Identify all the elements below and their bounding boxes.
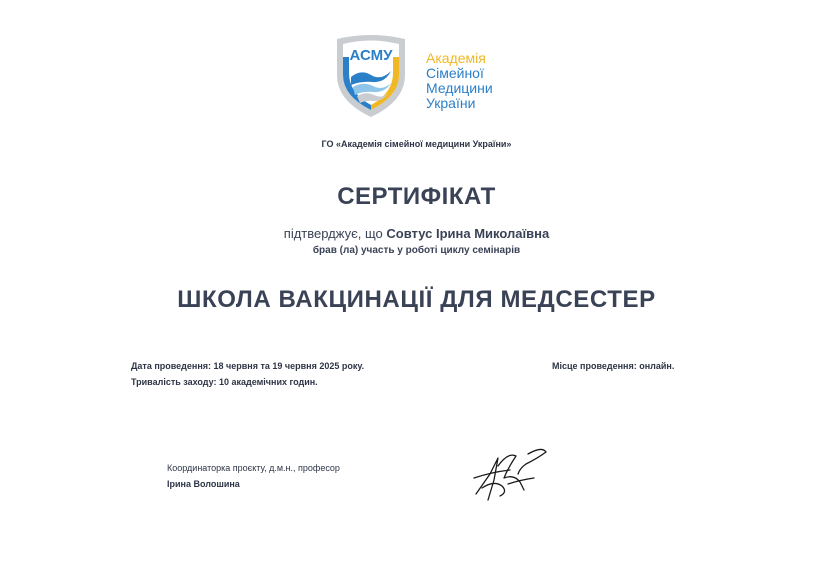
logo-line-2: Сімейної <box>426 65 484 81</box>
organization-name: ГО «Академія сімейної медицини України» <box>321 139 512 149</box>
event-date: Дата проведення: 18 червня та 19 червня 2025 року. <box>131 361 365 371</box>
logo-wordmark <box>426 51 493 111</box>
course-title: ШКОЛА ВАКЦИНАЦІЇ ДЛЯ МЕДСЕСТЕР <box>177 286 656 313</box>
logo-line-1: Академія <box>426 50 486 66</box>
recipient-name: Совтус Ірина Миколаївна <box>386 226 550 241</box>
event-duration: Тривалість заходу: 10 академічних годин. <box>131 377 318 387</box>
coordinator-name: Ірина Волошина <box>167 479 240 489</box>
coordinator-role: Координаторка проєкту, д.м.н., професор <box>167 463 340 473</box>
logo-abbr: АСМУ <box>349 47 393 64</box>
event-place: Місце проведення: онлайн. <box>552 361 675 371</box>
shield-logo-icon <box>333 33 409 119</box>
confirmation-line <box>0 226 833 241</box>
academy-logo <box>333 33 513 119</box>
logo-line-4: України <box>426 95 476 111</box>
logo-line-3: Медицини <box>426 80 493 96</box>
participation-text: брав (ла) участь у роботі циклу семінарів <box>312 245 521 256</box>
signature-stroke-5 <box>518 449 546 474</box>
signature <box>468 444 552 502</box>
signature-stroke-3 <box>498 455 524 490</box>
signature-stroke-1 <box>476 458 498 500</box>
signature-stroke-4 <box>482 483 505 496</box>
certificate-title: СЕРТИФІКАТ <box>337 183 496 210</box>
confirmation-prefix: підтверджує, що <box>283 226 383 241</box>
